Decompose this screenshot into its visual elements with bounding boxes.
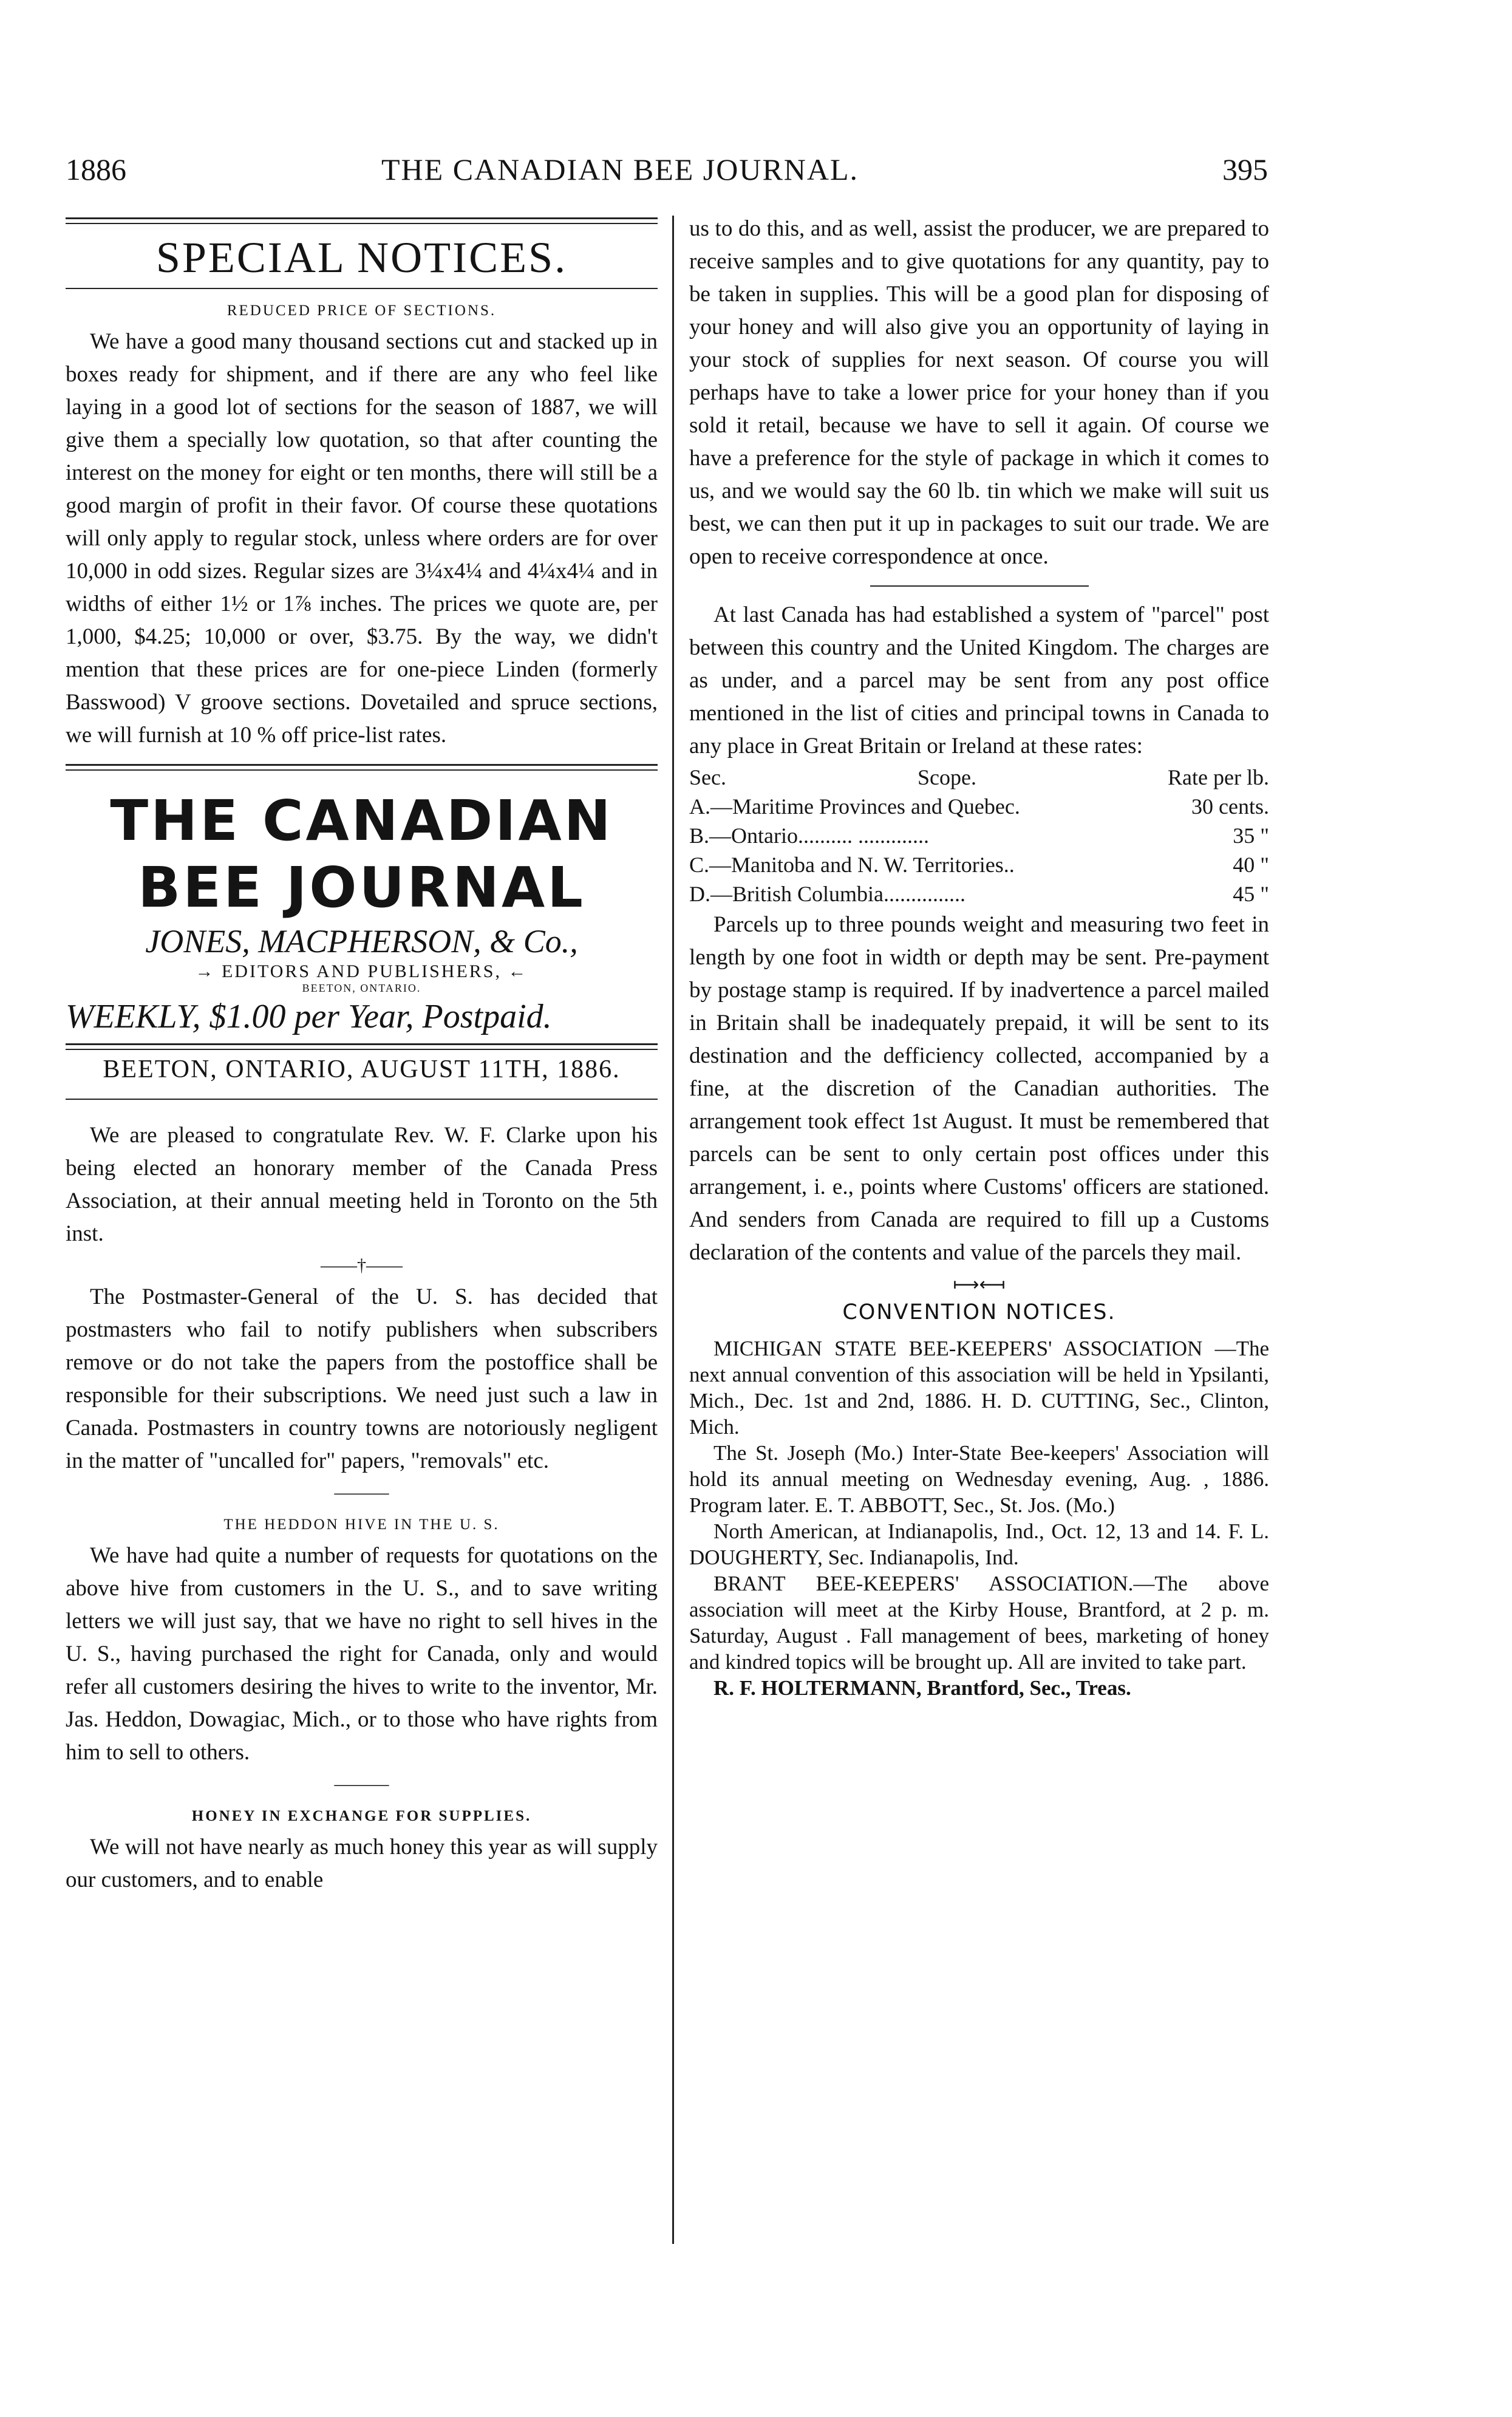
short-rule <box>870 585 1089 587</box>
masthead <box>66 788 658 1038</box>
dateline: BEETON, ONTARIO, AUGUST 11TH, 1886. <box>103 1055 621 1083</box>
parcel-post-paragraph: At last Canada has had established a system of "parcel" post between this country and the United Kingdom. The charges are as under, and a parcel may be sent from any post office mentioned in the list of cities and principal towns in Canada to any place in Great Britain or Ireland at these rates: <box>689 602 1269 759</box>
table-row <box>689 879 1269 909</box>
honey-continued: us to do this, and as well, assist the producer, we are prepared to receive samples and to give quotations for any quantity, pay to be taken in supplies. This will be a good plan for disposing of your honey and will also give you an opportunity of laying in your stock of supplies for next season. Of course you will perhaps have to take a lower price for your honey than if you sold it retail, because we have to sell it again. Of course we have a preference for the style of package in which it comes to us, and we would say the 60 lb. tin which we make will suit us best, we can then put it up in packages to suit our trade. We are open to receive correspondence at once. <box>689 216 1269 569</box>
table-row <box>689 821 1269 850</box>
sections-paragraph: We have a good many thousand sections cut and stacked up in boxes ready for shipment, and if there are any who feel like laying in a good lot of sections for the season of 1887, we will give them a specially low quotation, so that after counting the interest on the money for eight or ten months, there will still be a good margin of profit in their favor. Of course these quotations will only apply to regular stock, unless where orders are for over 10,000 in odd sizes. Regular sizes are 3¼x4¼ and 4¼x4¼ and in widths of either 1½ or 1⅞ inches. The prices we quote are, per 1,000, $4.25; 10,000 or over, $3.75. By the way, we didn't mention that these prices are for one-piece Linden (formerly Basswood) V groove sections. Dovetailed and spruce sections, we will furnish at 10 % off price-list rates. <box>66 329 658 748</box>
rate-value: 30 cents. <box>1191 794 1269 819</box>
rates-header-sec: Sec. <box>689 765 726 789</box>
michigan-notice: MICHIGAN STATE BEE-KEEPERS' ASSOCIATION —The next annual convention of this association will be held in Ypsilanti, Mich., Dec. 1st and 2nd, 1886. H. D. CUTTING, Sec., Clinton, Mich. <box>689 1337 1269 1439</box>
brant-notice: BRANT BEE-KEEPERS' ASSOCIATION.—The above association will meet at the Kirby House, Brantford, at 2 p. m. Saturday, August . Fall management of bees, marketing of honey and kindred topics will be brought up. All are invited to take part. <box>689 1572 1269 1674</box>
sections-heading: REDUCED PRICE OF SECTIONS. <box>226 302 497 319</box>
masthead-place: BEETON, ONTARIO. <box>302 982 421 994</box>
brant-signature: R. F. HOLTERMANN, Brantford, Sec., Treas. <box>713 1676 1131 1700</box>
parcel-rules-paragraph: Parcels up to three pounds weight and measuring two feet in length by one foot in width or depth may be sent. Pre-payment by postage stamp is required. If by inadvertence a parcel mailed in Britain shall be inadequately prepaid, it will be sent to its destination and the defficiency collected, accompanied by a fine, at the discretion of the Canadian authorities. The arrangement took effect 1st August. It must be remembered that parcels can be sent to only certain post offices under this arrangement, i. e., points where Customs' officers are stationed. And senders from Canada are required to fill up a Customs declaration of the contents and value of the parcels they mail. <box>689 912 1269 1265</box>
rule <box>66 288 658 289</box>
ornament-divider: ——— <box>334 1482 389 1502</box>
rate-value: 45 " <box>1233 882 1269 906</box>
table-row <box>689 850 1269 879</box>
st-joseph-notice: The St. Joseph (Mo.) Inter-State Bee-keepers' Association will hold its annual meeting on Wednesday evening, Aug. , 1886. Program later. E. T. ABBOTT, Sec., St. Jos. (Mo.) <box>689 1441 1269 1517</box>
ornament-divider: ——†—— <box>321 1255 403 1275</box>
arrow-left-icon: → <box>195 961 216 981</box>
rates-header-rate: Rate per lb. <box>1168 765 1269 789</box>
top-rule <box>66 217 658 224</box>
congrats-paragraph: We are pleased to congratulate Rev. W. F. Clarke upon his being elected an honorary member of the Canada Press Association, at their annual meeting held in Toronto on the 5th inst. <box>66 1123 658 1246</box>
special-notices-heading: SPECIAL NOTICES. <box>155 233 568 282</box>
convention-notices <box>689 1335 1269 1701</box>
masthead-subscription: WEEKLY, $1.00 per Year, Postpaid. <box>66 998 552 1035</box>
ornament-divider: ——— <box>334 1774 389 1794</box>
rate-scope: C.—Manitoba and N. W. Territories.. <box>689 853 1015 877</box>
left-column <box>66 213 658 1897</box>
parcel-rates-table <box>689 763 1269 909</box>
rates-header-row <box>689 763 1269 792</box>
masthead-rule <box>66 764 658 771</box>
page-number: 395 <box>1222 152 1268 186</box>
convention-notices-heading: CONVENTION NOTICES. <box>842 1300 1116 1324</box>
rate-value: 40 " <box>1233 853 1269 877</box>
masthead-journal-name: THE CANADIAN BEE JOURNAL <box>110 788 613 920</box>
table-row <box>689 792 1269 821</box>
rate-value: 35 " <box>1233 823 1269 848</box>
column-divider <box>672 216 674 2244</box>
honey-paragraph: We will not have nearly as much honey this year as will supply our customers, and to enable <box>66 1835 658 1892</box>
ornament-divider: ⟼⟻ <box>953 1275 1006 1295</box>
page-header <box>66 152 1268 200</box>
honey-heading: HONEY IN EXCHANGE FOR SUPPLIES. <box>191 1808 532 1824</box>
journal-title: THE CANADIAN BEE JOURNAL. <box>381 152 859 186</box>
rate-scope: A.—Maritime Provinces and Quebec. <box>689 794 1020 819</box>
publishers-label: EDITORS AND PUBLISHERS, <box>221 961 502 981</box>
dateline-rule <box>66 1043 658 1050</box>
rule <box>66 1099 658 1100</box>
header-year: 1886 <box>66 152 126 186</box>
masthead-publishers <box>66 961 658 982</box>
masthead-editors: JONES, MACPHERSON, & Co., <box>145 923 578 960</box>
rates-header-scope: Scope. <box>918 765 976 789</box>
arrow-right-icon: ← <box>508 961 528 981</box>
heddon-paragraph: We have had quite a number of requests for quotations on the above hive from customers in the U. S., and to save writing letters we will just say, that we have no right to sell hives in the U. S., having purchased the right for Canada, only and would refer all customers desiring the hives to write to the inventor, Mr. Jas. Heddon, Dowagiac, Mich., or to those who have rights from him to sell to others. <box>66 1543 658 1765</box>
rate-scope: D.—British Columbia............... <box>689 882 966 906</box>
right-column <box>689 213 1269 1701</box>
heddon-heading: THE HEDDON HIVE IN THE U. S. <box>223 1516 500 1533</box>
postmaster-paragraph: The Postmaster-General of the U. S. has decided that postmasters who fail to notify publishers when subscribers remove or do not take the papers from the postoffice shall be responsible for their subscriptions. We need just such a law in Canada. Postmasters in country towns are notoriously negligent in the matter of "uncalled for" papers, "removals" etc. <box>66 1284 658 1473</box>
rate-scope: B.—Ontario.......... ............. <box>689 823 929 848</box>
north-american-notice: North American, at Indianapolis, Ind., Oct. 12, 13 and 14. F. L. DOUGHERTY, Sec. Indianapolis, Ind. <box>689 1519 1269 1569</box>
